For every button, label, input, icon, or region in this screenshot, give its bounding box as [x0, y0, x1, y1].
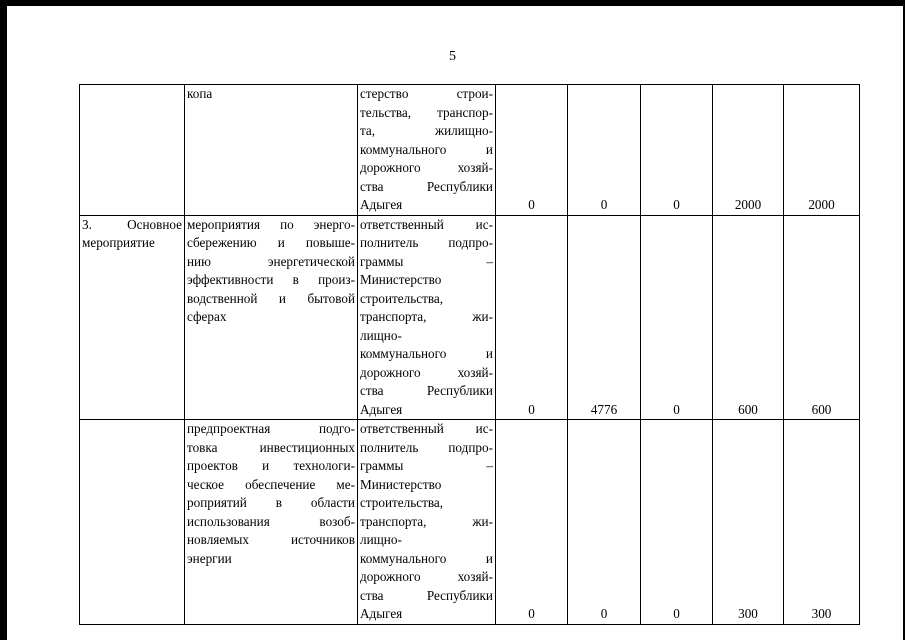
program-activities-table — [79, 84, 860, 625]
executor-cell — [358, 85, 496, 216]
cell-text-line: Адыгея — [360, 606, 403, 621]
cell-text-line: водственной и бытовой — [187, 290, 355, 306]
value-cell: 2000 — [784, 85, 860, 216]
cell-text-line: ства Республики — [360, 178, 493, 194]
value-cell: 0 — [641, 420, 713, 625]
cell-text-line: дорожного хозяй- — [360, 569, 493, 584]
activity-number-cell — [80, 85, 185, 216]
cell-text-line: нию энергетической — [187, 253, 355, 269]
cell-text-line: транспорта, жи- — [360, 309, 493, 324]
cell-text-line: сферах — [187, 309, 227, 324]
cell-text-line: ства Республики — [360, 383, 493, 398]
cell-text-line: дорожного хозяй- — [360, 160, 493, 175]
cell-text-line: строительства, — [360, 495, 444, 510]
value-cell: 0 — [568, 85, 641, 216]
cell-text-line: мероприятия по энерго- — [187, 216, 355, 232]
cell-text-line: проектов и технологи- — [187, 458, 355, 473]
cell-text-line: новляемых источников — [187, 532, 355, 547]
page-number: 5 — [449, 49, 456, 64]
cell-text-line: ответственный ис- — [360, 421, 493, 436]
cell-text-line: мероприятие — [82, 235, 155, 250]
cell-text-line: коммунального и — [360, 346, 493, 361]
cell-text-line: тельства, транспор- — [360, 104, 493, 120]
value-cell: 0 — [496, 215, 568, 420]
cell-text-line: строительства, — [360, 290, 444, 306]
table-row — [80, 85, 860, 216]
executor-cell — [358, 420, 496, 625]
value-cell: 300 — [713, 420, 784, 625]
cell-text-line: граммы – — [360, 253, 493, 269]
activity-name-cell — [185, 85, 358, 216]
value-cell: 600 — [784, 215, 860, 420]
cell-text-line: энергии — [187, 550, 232, 566]
cell-text-line: ответственный ис- — [360, 216, 493, 232]
executor-cell — [358, 215, 496, 420]
cell-text-line: Министерство — [360, 476, 442, 492]
cell-text-line: лищно- — [360, 327, 402, 343]
value-cell: 2000 — [713, 85, 784, 216]
cell-text-line: Адыгея — [360, 401, 403, 417]
cell-text-line: та, жилищно- — [360, 123, 493, 138]
cell-text-line: использования возоб- — [187, 513, 355, 529]
cell-text-line: ства Республики — [360, 587, 493, 603]
value-cell: 0 — [568, 420, 641, 625]
value-cell: 0 — [641, 215, 713, 420]
value-cell: 600 — [713, 215, 784, 420]
cell-text-line: эффективности в произ- — [187, 272, 355, 287]
cell-text-line: 3. Основное — [82, 216, 182, 232]
cell-text-line: стерство строи- — [360, 86, 493, 101]
activity-name-cell — [185, 215, 358, 420]
value-cell: 0 — [496, 420, 568, 625]
cell-text-line: копа — [187, 86, 213, 101]
cell-text-line: Адыгея — [360, 197, 403, 212]
activity-number-cell — [80, 215, 185, 420]
value-cell: 300 — [784, 420, 860, 625]
cell-text-line: транспорта, жи- — [360, 513, 493, 529]
cell-text-line: дорожного хозяй- — [360, 364, 493, 380]
value-cell: 0 — [641, 85, 713, 216]
scan-border-left — [0, 0, 7, 640]
cell-text-line: роприятий в области — [187, 495, 355, 510]
cell-text-line: коммунального и — [360, 550, 493, 566]
activity-name-cell — [185, 420, 358, 625]
scan-border-top — [0, 0, 905, 6]
cell-text-line: лищно- — [360, 532, 402, 547]
cell-text-line: граммы – — [360, 458, 493, 473]
cell-text-line: ческое обеспечение ме- — [187, 476, 355, 492]
value-cell: 4776 — [568, 215, 641, 420]
activity-number-cell — [80, 420, 185, 625]
table-row — [80, 420, 860, 625]
cell-text-line: коммунального и — [360, 141, 493, 157]
cell-text-line: товка инвестиционных — [187, 439, 355, 455]
value-cell: 0 — [496, 85, 568, 216]
table-row — [80, 215, 860, 420]
cell-text-line: полнитель подпро- — [360, 439, 493, 455]
cell-text-line: полнитель подпро- — [360, 235, 493, 250]
cell-text-line: Министерство — [360, 272, 442, 287]
cell-text-line: сбережению и повыше- — [187, 235, 355, 250]
cell-text-line: предпроектная подго- — [187, 421, 355, 436]
